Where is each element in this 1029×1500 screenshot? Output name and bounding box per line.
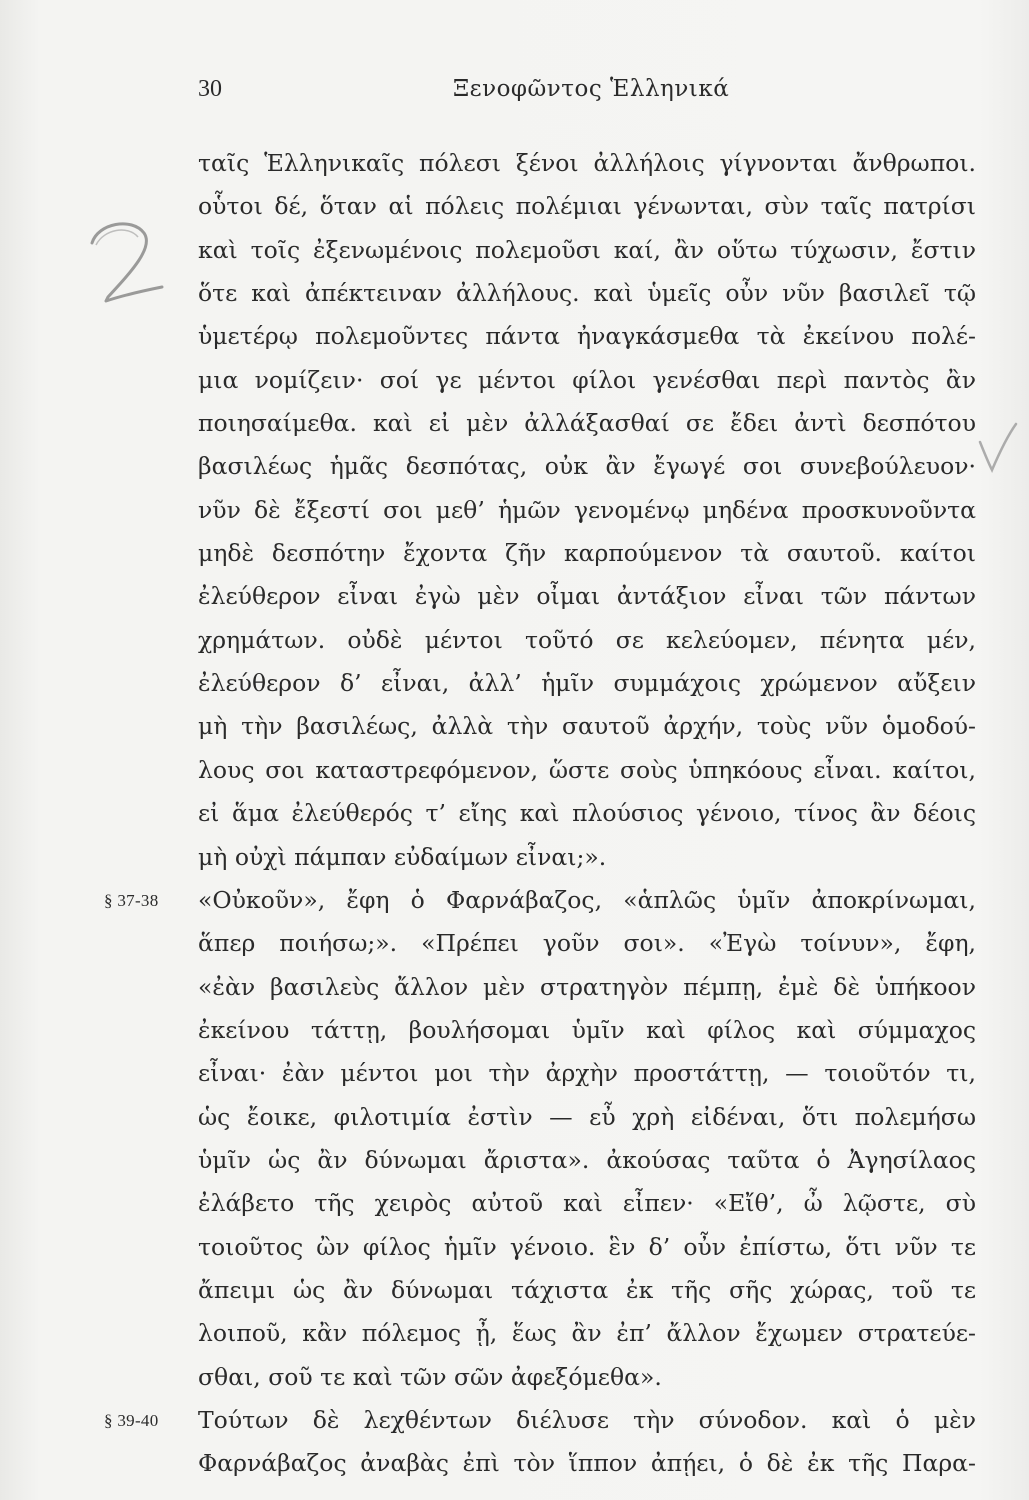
section-mark-37-38: § 37-38 — [104, 890, 159, 910]
page-header — [198, 76, 973, 112]
text-line-with-section — [104, 879, 976, 922]
text-line: ἐλεύθερον δ’ εἶναι, ἀλλ’ ἡμῖν συμμάχοις χρώμενον αὔξειν — [198, 669, 976, 698]
greek-text-body — [104, 142, 976, 1486]
text-line: νῦν δὲ ἔξεστί σοι μεθ’ ἡμῶν γενομένῳ μηδένα προσκυνοῦντα — [198, 495, 976, 524]
text-line: ποιησαίμεθα. καὶ εἰ μὲν ἀλλάξασθαί σε ἔδει ἀντὶ δεσπότου — [198, 409, 976, 438]
text-line: «Οὐκοῦν», ἔφη ὁ Φαρνάβαζος, «ἁπλῶς ὑμῖν ἀποκρίνωμαι, — [198, 885, 976, 914]
text-line: οὗτοι δέ, ὅταν αἱ πόλεις πολέμιαι γένωνται, σὺν ταῖς πατρίσι — [198, 192, 976, 221]
text-line: Τούτων δὲ λεχθέντων διέλυσε τὴν σύνοδον. καὶ ὁ μὲν — [198, 1405, 976, 1434]
text-line: βασιλέως ἡμᾶς δεσπότας, οὐκ ἂν ἔγωγέ σοι συνεβούλευον· — [198, 452, 976, 481]
text-line: εἶναι· ἐὰν μέντοι μοι τὴν ἀρχὴν προστάττῃ, — τοιοῦτόν τι, — [198, 1059, 976, 1088]
text-line: «ἐὰν βασιλεὺς ἄλλον μὲν στρατηγὸν πέμπῃ, ἐμὲ δὲ ὑπήκοον — [198, 972, 976, 1001]
text-line: μὴ τὴν βασιλέως, ἀλλὰ τὴν σαυτοῦ ἀρχήν, τοὺς νῦν ὁμοδού- — [198, 712, 976, 741]
text-line: Φαρνάβαζος ἀναβὰς ἐπὶ τὸν ἵππον ἀπῄει, ὁ δὲ ἐκ τῆς Παρα- — [198, 1449, 976, 1478]
text-line: εἰ ἅμα ἐλεύθερός τ’ εἴης καὶ πλούσιος γένοιο, τίνος ἂν δέοις — [198, 799, 976, 828]
text-line: ἅπερ ποιήσω;». «Πρέπει γοῦν σοι». «Ἐγὼ τοίνυν», ἔφη, — [198, 929, 976, 958]
page-number: 30 — [198, 76, 222, 102]
text-line: μηδὲ δεσπότην ἔχοντα ζῆν καρπούμενον τὰ σαυτοῦ. καίτοι — [198, 539, 976, 568]
text-line: λους σοι καταστρεφόμενον, ὥστε σοὺς ὑπηκόους εἶναι. καίτοι, — [198, 755, 976, 784]
handwritten-check-mark — [974, 418, 1024, 478]
text-line: ἐλεύθερον εἶναι ἐγὼ μὲν οἶμαι ἀντάξιον εἶναι τῶν πάντων — [198, 582, 976, 611]
section-mark-39-40: § 39-40 — [104, 1410, 159, 1430]
text-line: ἐκείνου τάττῃ, βουλήσομαι ὑμῖν καὶ φίλος καὶ σύμμαχος — [198, 1015, 976, 1044]
text-line: ἐλάβετο τῆς χειρὸς αὐτοῦ καὶ εἶπεν· «Εἴθ’, ὦ λῷστε, σὺ — [198, 1189, 976, 1218]
text-line: μια νομίζειν· σοί γε μέντοι φίλοι γενέσθαι περὶ παντὸς ἂν — [198, 365, 976, 394]
handwritten-numeral-2-annotation — [84, 215, 164, 305]
text-line: ὑμετέρῳ πολεμοῦντες πάντα ἠναγκάσμεθα τὰ ἐκείνου πολέ- — [198, 322, 976, 351]
text-line: χρημάτων. οὐδὲ μέντοι τοῦτό σε κελεύομεν, πένητα μέν, — [198, 625, 976, 654]
running-title: Ξενοφῶντος Ἑλληνικά — [453, 76, 730, 102]
text-line: ὑμῖν ὡς ἂν δύνωμαι ἄριστα». ἀκούσας ταῦτα ὁ Ἀγησίλαος — [198, 1145, 976, 1174]
text-line: ὡς ἔοικε, φιλοτιμία ἐστὶν — εὖ χρὴ εἰδέναι, ὅτι πολεμήσω — [198, 1102, 976, 1131]
text-line: ὅτε καὶ ἀπέκτειναν ἀλλήλους. καὶ ὑμεῖς οὖν νῦν βασιλεῖ τῷ — [198, 279, 976, 308]
text-line: σθαι, σοῦ τε καὶ τῶν σῶν ἀφεξόμεθα». — [198, 1362, 662, 1391]
text-line-with-section — [104, 1399, 976, 1442]
text-line: λοιποῦ, κἂν πόλεμος ᾖ, ἕως ἂν ἐπ’ ἄλλον ἔχωμεν στρατεύε- — [198, 1319, 976, 1348]
text-line: ταῖς Ἑλληνικαῖς πόλεσι ξένοι ἀλλήλοις γίγνονται ἄνθρωποι. — [198, 149, 976, 177]
text-line: μὴ οὐχὶ πάμπαν εὐδαίμων εἶναι;». — [198, 842, 607, 871]
text-line: καὶ τοῖς ἐξενωμένοις πολεμοῦσι καί, ἂν οὕτω τύχωσιν, ἔστιν — [198, 235, 976, 264]
text-line: ἄπειμι ὡς ἂν δύνωμαι τάχιστα ἐκ τῆς σῆς χώρας, τοῦ τε — [198, 1275, 976, 1304]
text-line: τοιοῦτος ὢν φίλος ἡμῖν γένοιο. ἓν δ’ οὖν ἐπίστω, ὅτι νῦν τε — [198, 1232, 976, 1261]
